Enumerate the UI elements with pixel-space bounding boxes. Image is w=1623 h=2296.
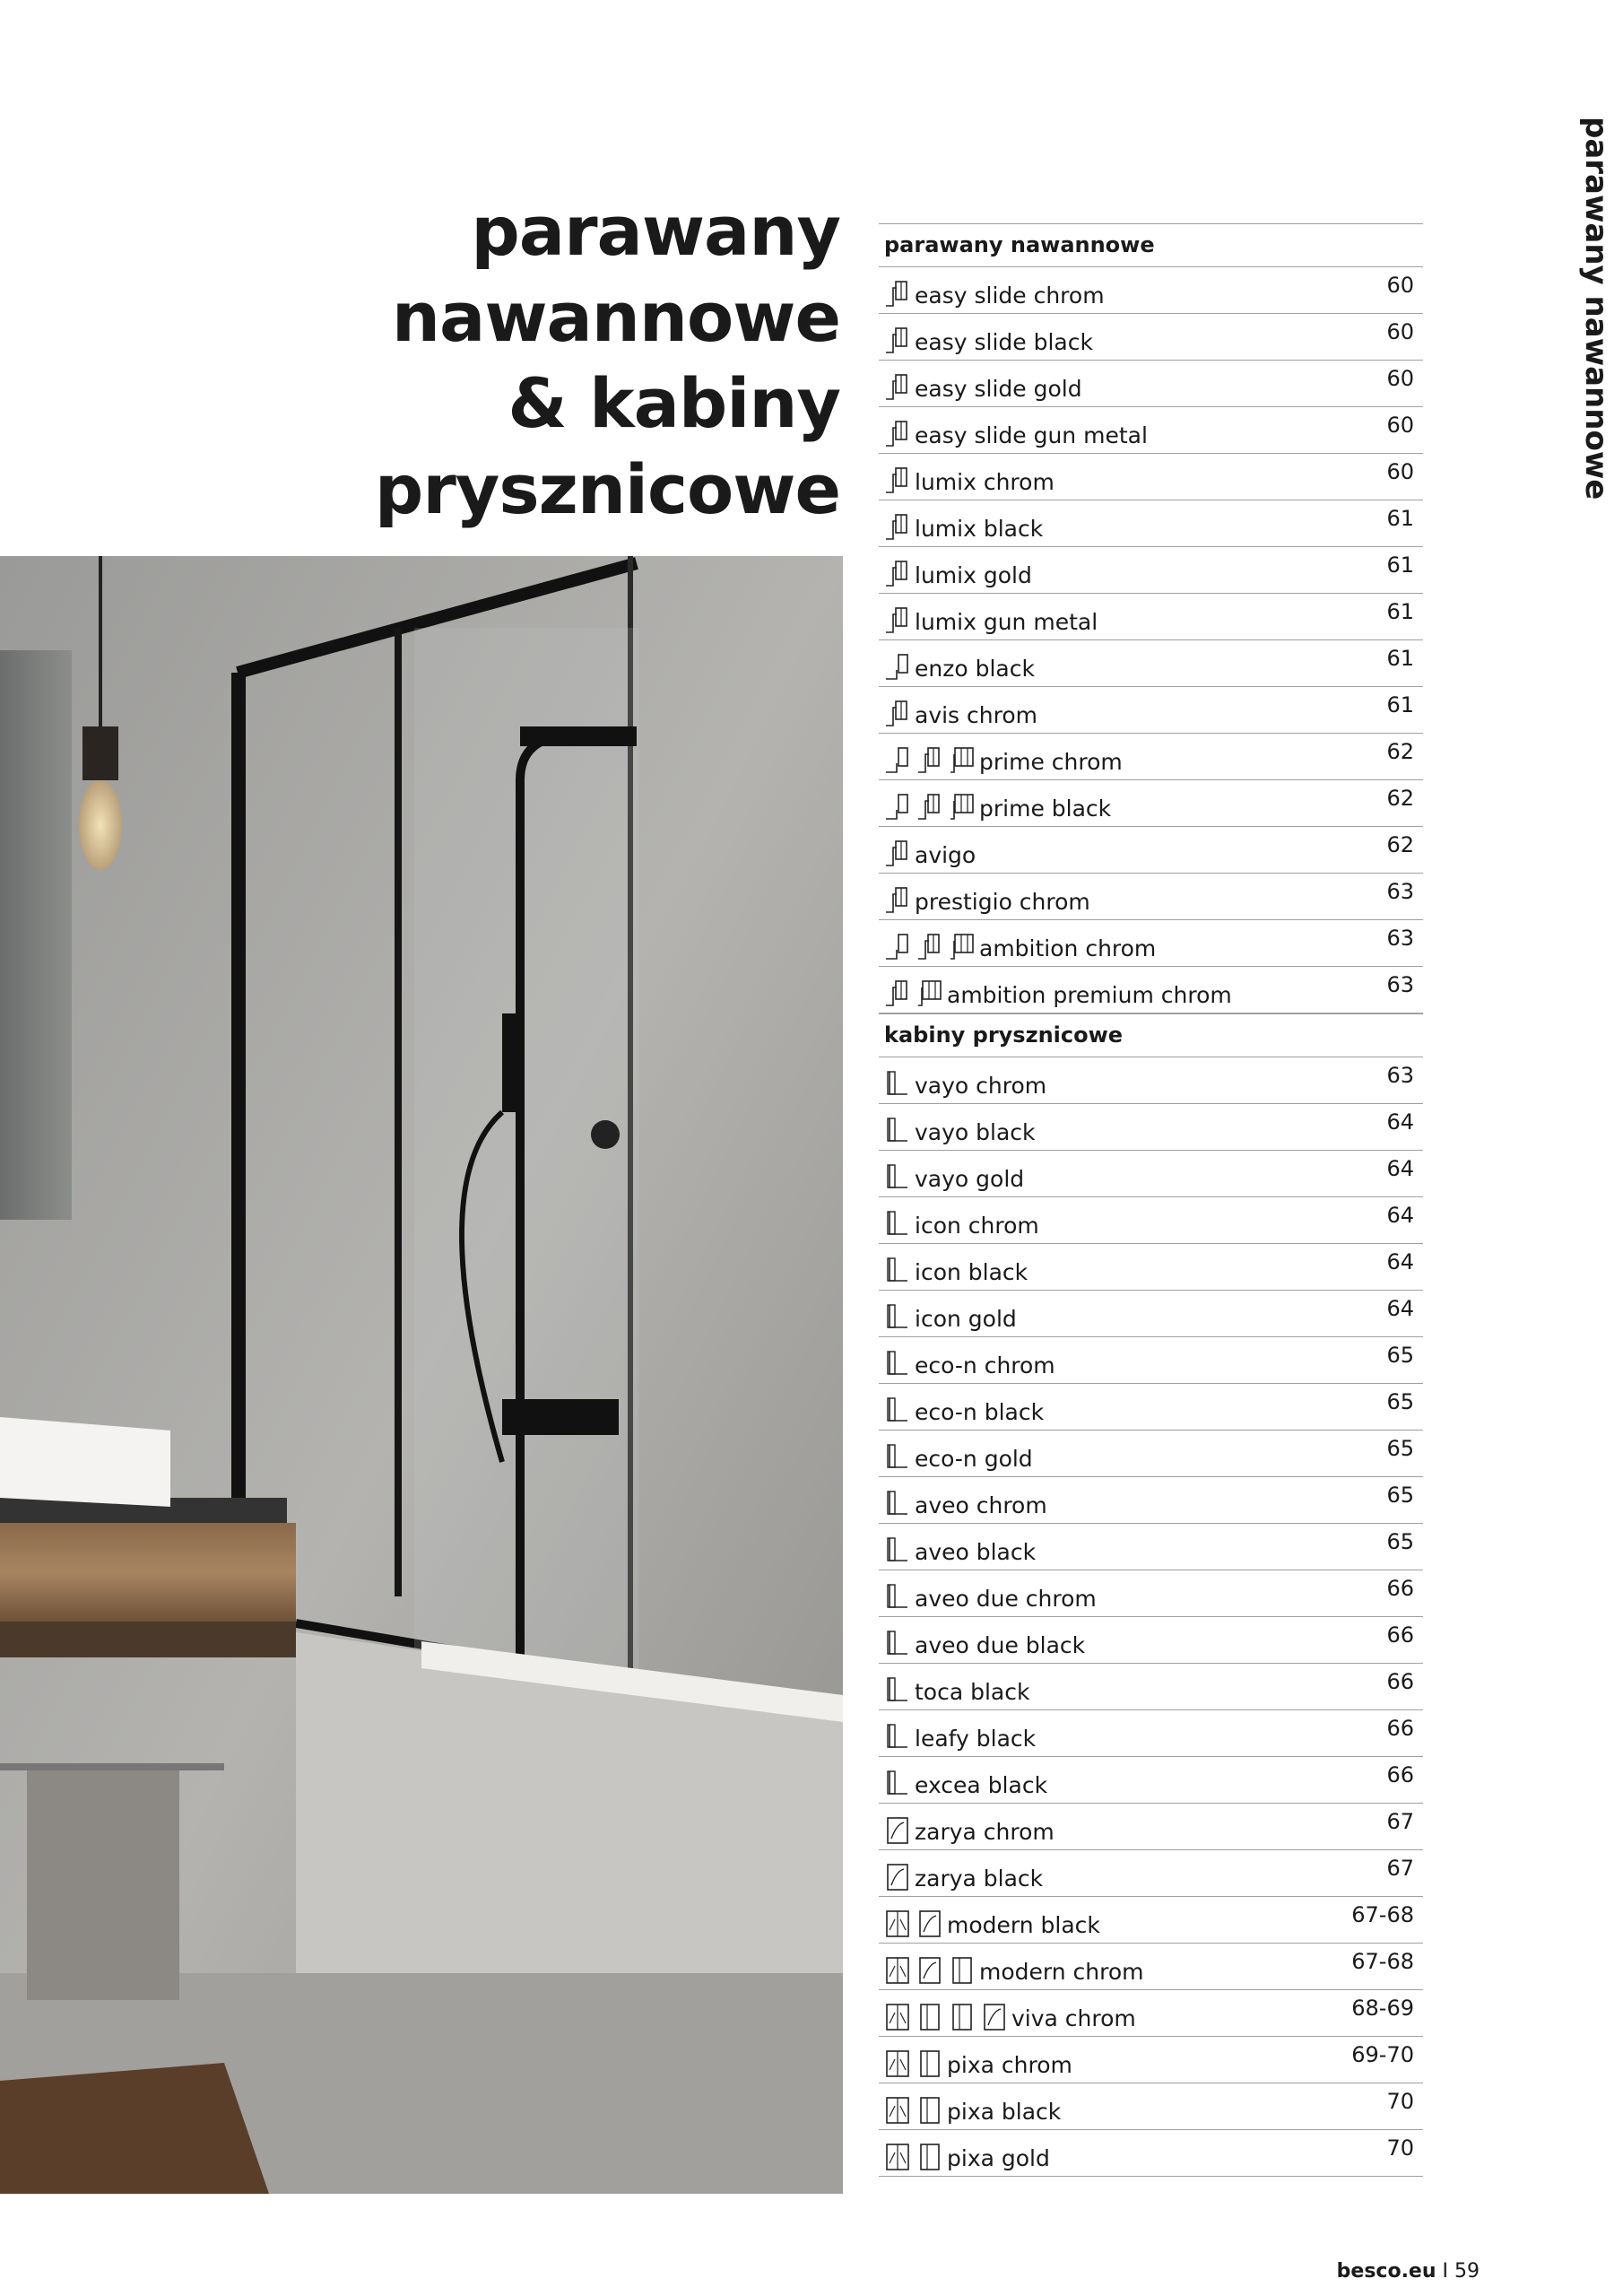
bath-screen-icon [884, 559, 911, 589]
page-number: 64 [1386, 1109, 1414, 1135]
product-name: prestigio chrom [915, 889, 1090, 915]
bath-screen-single-icon [884, 745, 911, 776]
toc-row[interactable] [879, 1524, 1423, 1570]
page-number: 63 [1386, 926, 1414, 951]
product-icons [884, 279, 911, 309]
page-number: 63 [1386, 972, 1414, 997]
walk-in-icon [884, 1582, 911, 1613]
footer-separator: I [1436, 2260, 1454, 2283]
bath-screen-icon [884, 699, 911, 729]
product-name: viva chrom [1011, 2005, 1136, 2031]
product-name: pixa black [947, 2099, 1062, 2125]
page-number: 61 [1386, 599, 1414, 624]
product-icons [884, 885, 911, 916]
product-name: aveo due black [915, 1632, 1086, 1658]
page-number: 65 [1386, 1343, 1414, 1368]
walk-in-icon [884, 1629, 911, 1659]
toc-row[interactable] [879, 2083, 1423, 2130]
product-name: modern chrom [979, 1959, 1144, 1985]
toc-row[interactable] [879, 640, 1423, 687]
product-name: easy slide black [915, 329, 1093, 355]
toc-row[interactable] [879, 500, 1423, 547]
toc-row[interactable] [879, 547, 1423, 594]
walk-in-icon [884, 1302, 911, 1333]
product-icons [884, 745, 976, 776]
product-icons [884, 792, 976, 822]
product-name: modern black [947, 1912, 1100, 1938]
product-name: toca black [915, 1679, 1030, 1705]
page-number: 62 [1386, 786, 1414, 811]
toc-row[interactable] [879, 687, 1423, 734]
page-number: 65 [1386, 1389, 1414, 1414]
page-number: 64 [1386, 1249, 1414, 1274]
product-name: easy slide gold [915, 376, 1082, 402]
product-icons [884, 1162, 911, 1193]
walk-in-icon [884, 1162, 911, 1193]
page-number: 67-68 [1351, 1902, 1414, 1927]
product-name: aveo chrom [915, 1492, 1047, 1518]
product-name: ambition chrom [979, 935, 1157, 961]
toc-row[interactable] [879, 2130, 1423, 2177]
toc-row[interactable] [879, 1431, 1423, 1477]
table-of-contents [879, 223, 1423, 2177]
product-icons [884, 1256, 911, 1286]
product-name: lumix gun metal [915, 609, 1098, 635]
shower-door-panel-icon [916, 2002, 943, 2032]
shower-door-panel-icon [949, 2002, 976, 2032]
shower-door-icon [916, 1909, 943, 1939]
product-name: lumix chrom [915, 469, 1055, 495]
product-icons [884, 465, 911, 496]
product-name: zarya chrom [915, 1819, 1055, 1845]
product-name: easy slide gun metal [915, 422, 1148, 448]
walk-in-icon [884, 1209, 911, 1239]
shower-door-icon [884, 1862, 911, 1892]
bath-screen-icon [884, 839, 911, 869]
section-heading: parawany nawannowe [879, 223, 1423, 267]
walk-in-icon [884, 1535, 911, 1566]
page-number: 70 [1386, 2135, 1414, 2161]
page-number: 64 [1386, 1296, 1414, 1321]
product-icons [884, 1116, 911, 1146]
page-number: 64 [1386, 1203, 1414, 1228]
product-name: avigo [915, 842, 976, 868]
bath-screen-icon [884, 372, 911, 403]
toc-row[interactable] [879, 967, 1423, 1013]
product-icons [884, 1302, 911, 1333]
product-name: lumix gold [915, 562, 1032, 588]
product-name: enzo black [915, 656, 1035, 682]
bath-screen-icon [884, 419, 911, 449]
bath-screen-icon [916, 792, 943, 822]
toc-row[interactable] [879, 1664, 1423, 1710]
walk-in-icon [884, 1256, 911, 1286]
shower-enclosure-icon [884, 2048, 911, 2079]
walk-in-icon [884, 1349, 911, 1379]
product-icons [884, 839, 911, 869]
toc-row[interactable] [879, 361, 1423, 407]
product-name: leafy black [915, 1726, 1037, 1752]
product-icons [884, 699, 911, 729]
toc-row[interactable] [879, 1944, 1423, 1990]
toc-row[interactable] [879, 1804, 1423, 1850]
product-name: ambition premium chrom [947, 982, 1232, 1008]
toc-row[interactable] [879, 734, 1423, 780]
product-name: aveo due chrom [915, 1586, 1097, 1612]
shower-enclosure-icon [884, 2142, 911, 2172]
toc-row[interactable] [879, 2037, 1423, 2083]
product-icons [884, 326, 911, 356]
page-number: 65 [1386, 1529, 1414, 1554]
toc-row[interactable] [879, 874, 1423, 920]
toc-row[interactable] [879, 314, 1423, 361]
page-number: 66 [1386, 1622, 1414, 1648]
shower-enclosure-icon [884, 1909, 911, 1939]
page-number: 63 [1386, 879, 1414, 904]
walk-in-icon [884, 1069, 911, 1100]
page-number: 68-69 [1351, 1996, 1414, 2021]
product-icons [884, 512, 911, 543]
toc-row[interactable] [879, 1570, 1423, 1617]
toc-row[interactable] [879, 407, 1423, 454]
bath-screen-single-icon [884, 792, 911, 822]
toc-row[interactable] [879, 1990, 1423, 2037]
page-number: 65 [1386, 1436, 1414, 1461]
page-number: 62 [1386, 832, 1414, 857]
walk-in-icon [884, 1722, 911, 1752]
product-icons [884, 1815, 911, 1846]
bath-screen-icon [884, 978, 911, 1009]
page-number: 62 [1386, 739, 1414, 764]
bath-screen-single-icon [884, 932, 911, 962]
product-icons [884, 1396, 911, 1426]
product-icons [884, 1349, 911, 1379]
shower-enclosure-icon [884, 2002, 911, 2032]
page-title-line: parawany [471, 191, 840, 271]
product-name: prime chrom [979, 749, 1123, 775]
bath-screen-icon [916, 745, 943, 776]
shower-door-icon [916, 1955, 943, 1986]
page-number: 69-70 [1351, 2042, 1414, 2067]
product-icons [884, 1955, 976, 1986]
product-name: eco-n gold [915, 1446, 1033, 1472]
product-name: prime black [979, 796, 1112, 822]
bath-screen-icon [916, 932, 943, 962]
product-name: eco-n chrom [915, 1352, 1055, 1378]
bath-screen-icon [884, 279, 911, 309]
page-number: 66 [1386, 1576, 1414, 1601]
product-name: zarya black [915, 1866, 1044, 1892]
bath-screen-single-icon [884, 652, 911, 683]
page-number: 67-68 [1351, 1949, 1414, 1974]
product-icons [884, 559, 911, 589]
page-number: 60 [1386, 459, 1414, 484]
walk-in-icon [884, 1769, 911, 1799]
product-name: aveo black [915, 1539, 1037, 1565]
product-name: eco-n black [915, 1399, 1045, 1425]
toc-row[interactable] [879, 1617, 1423, 1664]
footer-brand: besco.eu [1336, 2260, 1436, 2283]
product-icons [884, 1535, 911, 1566]
product-name: excea black [915, 1772, 1048, 1798]
page-number: 60 [1386, 273, 1414, 298]
page-title-line: & kabiny [508, 363, 840, 443]
product-name: vayo gold [915, 1166, 1025, 1192]
toc-row[interactable] [879, 827, 1423, 874]
product-name: vayo black [915, 1119, 1036, 1145]
toc-row[interactable] [879, 1710, 1423, 1757]
toc-row[interactable] [879, 1757, 1423, 1804]
toc-row[interactable] [879, 1337, 1423, 1384]
shower-door-panel-icon [916, 2048, 943, 2079]
product-name: vayo chrom [915, 1073, 1047, 1099]
page-title-line: nawannowe [391, 277, 840, 357]
toc-row[interactable] [879, 1244, 1423, 1291]
toc-row[interactable] [879, 920, 1423, 967]
page-number: 64 [1386, 1156, 1414, 1181]
toc-row[interactable] [879, 1384, 1423, 1431]
product-icons [884, 605, 911, 636]
toc-row[interactable] [879, 780, 1423, 827]
page-number: 66 [1386, 1762, 1414, 1787]
bath-screen-icon [884, 465, 911, 496]
toc-row[interactable] [879, 1291, 1423, 1337]
toc-row[interactable] [879, 1897, 1423, 1944]
product-icons [884, 2095, 943, 2126]
walk-in-icon [884, 1442, 911, 1473]
product-icons [884, 1675, 911, 1706]
page-title [213, 188, 840, 533]
walk-in-icon [884, 1396, 911, 1426]
product-icons [884, 1909, 943, 1939]
product-icons [884, 932, 976, 962]
product-icons [884, 1629, 911, 1659]
product-icons [884, 652, 911, 683]
page-number: 60 [1386, 366, 1414, 391]
product-name: icon gold [915, 1306, 1017, 1332]
page-number: 66 [1386, 1669, 1414, 1694]
toc-row[interactable] [879, 454, 1423, 500]
product-icons [884, 1069, 911, 1100]
product-icons [884, 1769, 911, 1799]
product-icons [884, 1442, 911, 1473]
bath-screen-icon [884, 885, 911, 916]
bath-screen-triple-icon [949, 932, 976, 962]
toc-row[interactable] [879, 594, 1423, 640]
product-icons [884, 2048, 943, 2079]
page-number: 67 [1386, 1809, 1414, 1834]
toc-row[interactable] [879, 1151, 1423, 1197]
page-number: 61 [1386, 692, 1414, 718]
shower-enclosure-icon [884, 1955, 911, 1986]
product-icons [884, 372, 911, 403]
page-footer [1337, 2260, 1480, 2283]
product-icons [884, 1209, 911, 1239]
page-number: 66 [1386, 1716, 1414, 1741]
page-number: 60 [1386, 319, 1414, 344]
bath-screen-icon [884, 512, 911, 543]
page-number: 61 [1386, 646, 1414, 671]
product-name: pixa gold [947, 2145, 1050, 2171]
product-name: easy slide chrom [915, 283, 1105, 309]
bath-screen-icon [884, 326, 911, 356]
product-icons [884, 2142, 943, 2172]
product-icons [884, 978, 943, 1009]
bath-screen-triple-icon [949, 792, 976, 822]
shower-door-panel-icon [916, 2095, 943, 2126]
page-number: 63 [1386, 1063, 1414, 1088]
page-number: 61 [1386, 552, 1414, 578]
page-number: 67 [1386, 1856, 1414, 1881]
page-number: 60 [1386, 413, 1414, 438]
product-icons [884, 1582, 911, 1613]
product-icons [884, 2002, 1008, 2032]
product-name: pixa chrom [947, 2052, 1072, 2078]
shower-door-icon [884, 1815, 911, 1846]
product-name: avis chrom [915, 702, 1037, 728]
bath-screen-icon [884, 605, 911, 636]
walk-in-icon [884, 1116, 911, 1146]
shower-door-panel-icon [949, 1955, 976, 1986]
toc-row[interactable] [879, 1477, 1423, 1524]
footer-page-number: 59 [1454, 2260, 1480, 2283]
product-icons [884, 419, 911, 449]
toc-row[interactable] [879, 1104, 1423, 1151]
page-number: 70 [1386, 2089, 1414, 2114]
toc-row[interactable] [879, 267, 1423, 314]
walk-in-icon [884, 1675, 911, 1706]
page-number: 61 [1386, 506, 1414, 531]
product-icons [884, 1722, 911, 1752]
product-name: icon black [915, 1259, 1028, 1285]
shower-door-panel-icon [916, 2142, 943, 2172]
bathroom-photo [0, 556, 843, 2194]
page-number: 65 [1386, 1483, 1414, 1508]
shower-door-icon [981, 2002, 1008, 2032]
toc-row[interactable] [879, 1057, 1423, 1104]
toc-row[interactable] [879, 1850, 1423, 1897]
walk-in-icon [884, 1489, 911, 1519]
section-heading: kabiny prysznicowe [879, 1013, 1423, 1057]
product-name: icon chrom [915, 1213, 1039, 1239]
bath-screen-triple-icon [916, 978, 943, 1009]
bath-screen-triple-icon [949, 745, 976, 776]
product-icons [884, 1862, 911, 1892]
product-icons [884, 1489, 911, 1519]
toc-row[interactable] [879, 1197, 1423, 1244]
product-name: lumix black [915, 516, 1044, 542]
side-tab-label: parawany nawannowe [1578, 117, 1614, 500]
shower-enclosure-icon [884, 2095, 911, 2126]
page-title-line: prysznicowe [374, 449, 840, 529]
